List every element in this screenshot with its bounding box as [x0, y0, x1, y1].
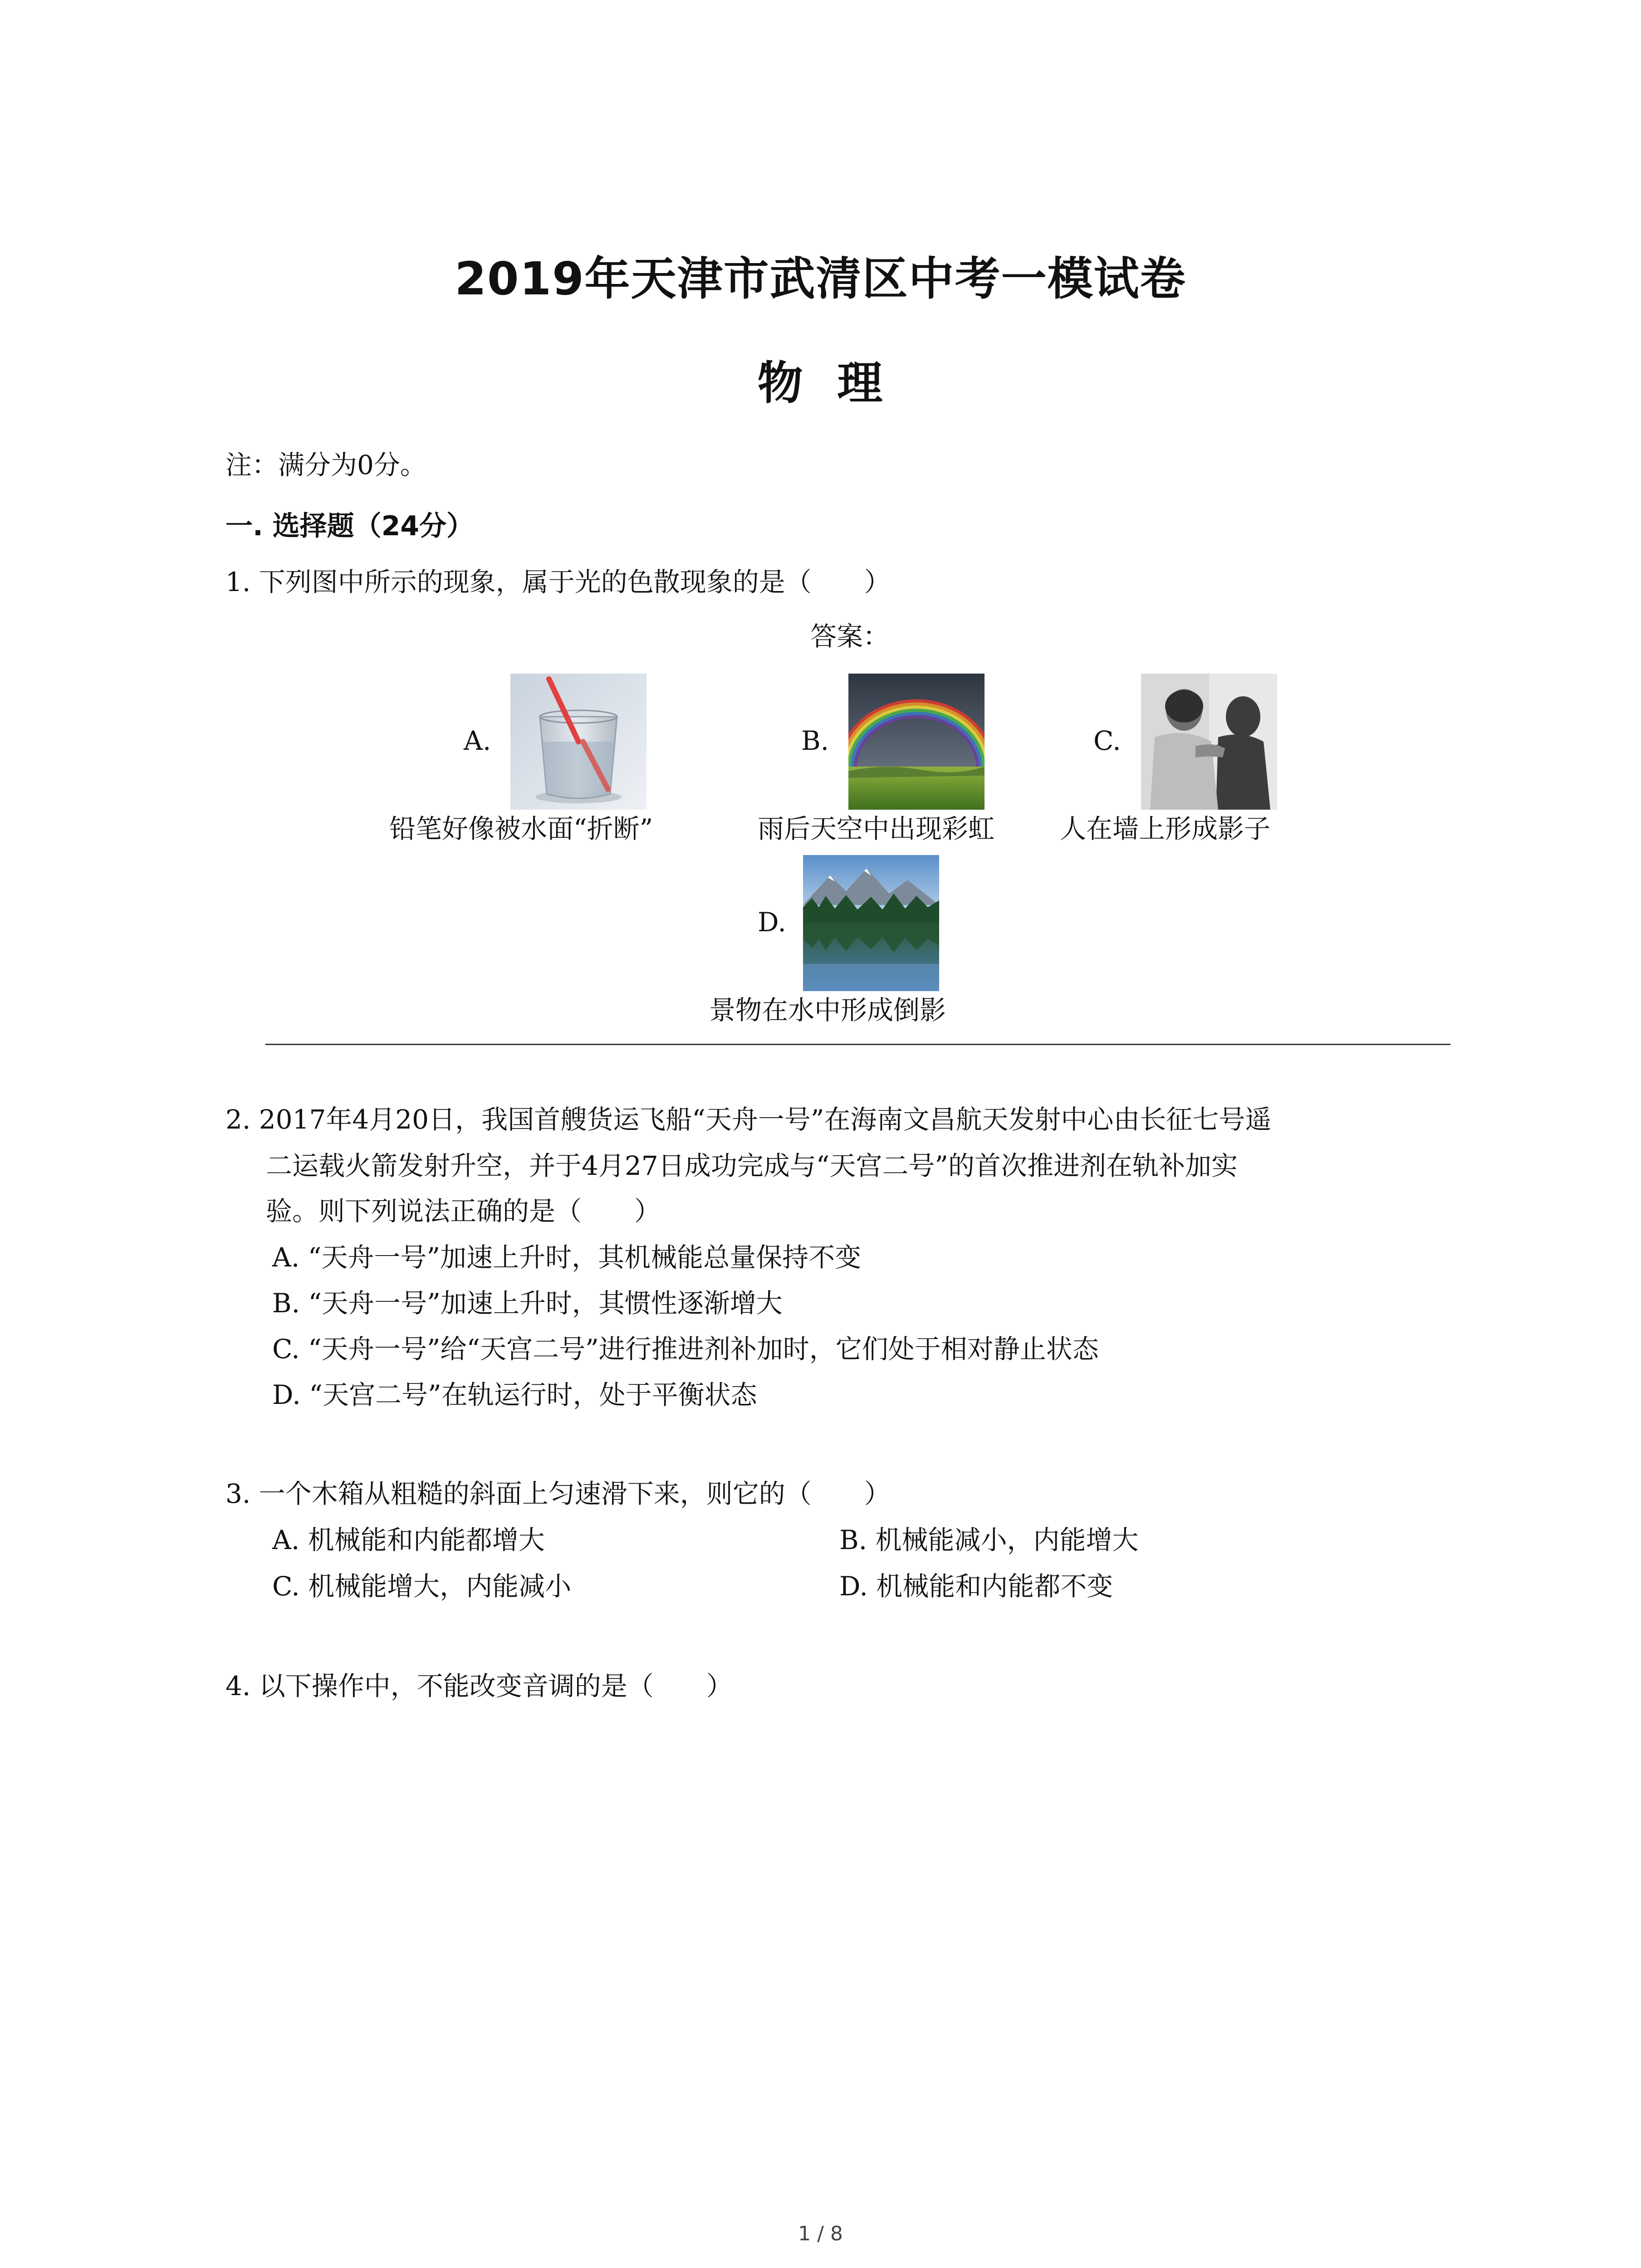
option-c-letter: C. — [1093, 725, 1121, 756]
question-4-stem: 4. 以下操作中，不能改变音调的是（ ） — [225, 1671, 733, 1701]
rainbow-image — [848, 674, 985, 810]
section-heading: 一. 选择题（24分） — [225, 510, 474, 542]
pencil-in-water-image — [510, 674, 647, 810]
option-d-caption: 景物在水中形成倒影 — [709, 995, 946, 1026]
question-3-option-d: D. 机械能和内能都不变 — [839, 1571, 1113, 1602]
question-2-stem-line-1: 2. 2017年4月20日，我国首艘货运飞船“天舟一号”在海南文昌航天发射中心由长征七号遥 — [225, 1104, 1272, 1135]
option-b-letter: B. — [801, 725, 829, 756]
score-note: 注：满分为0分。 — [225, 450, 426, 480]
question-2-option-d: D. “天宫二号”在轨运行时，处于平衡状态 — [272, 1379, 757, 1410]
question-2-stem-line-3: 验。则下列说法正确的是（ ） — [266, 1196, 661, 1227]
shadow-image — [1141, 674, 1277, 810]
option-c-caption: 人在墙上形成影子 — [1060, 813, 1271, 844]
question-divider — [265, 1044, 1450, 1045]
question-2-option-c: C. “天舟一号”给“天宫二号”进行推进剂补加时，它们处于相对静止状态 — [272, 1334, 1099, 1364]
option-b-caption: 雨后天空中出现彩虹 — [758, 813, 995, 844]
answer-label: 答案： — [810, 621, 890, 652]
question-3-option-a: A. 机械能和内能都增大 — [272, 1525, 545, 1555]
question-3-option-c: C. 机械能增大，内能减小 — [272, 1571, 572, 1602]
page-number: 1 / 8 — [798, 2222, 843, 2245]
question-2-option-b: B. “天舟一号”加速上升时，其惯性逐渐增大 — [272, 1288, 783, 1319]
lake-reflection-image — [803, 855, 939, 991]
question-1-stem: 1. 下列图中所示的现象，属于光的色散现象的是（ ） — [225, 567, 891, 597]
question-3-stem: 3. 一个木箱从粗糙的斜面上匀速滑下来，则它的（ ） — [225, 1478, 891, 1509]
question-2-stem-line-2: 二运载火箭发射升空，并于4月27日成功完成与“天宫二号”的首次推进剂在轨补加实 — [266, 1150, 1238, 1181]
option-a-letter: A. — [464, 725, 491, 756]
question-2-option-a: A. “天舟一号”加速上升时，其机械能总量保持不变 — [272, 1242, 862, 1273]
option-a-caption: 铅笔好像被水面“折断” — [389, 813, 653, 844]
question-3-option-b: B. 机械能减小，内能增大 — [839, 1525, 1139, 1555]
option-d-letter: D. — [758, 907, 786, 938]
exam-title: 2019年天津市武清区中考一模试卷 — [455, 252, 1186, 305]
subject-title: 物 理 — [757, 357, 884, 410]
